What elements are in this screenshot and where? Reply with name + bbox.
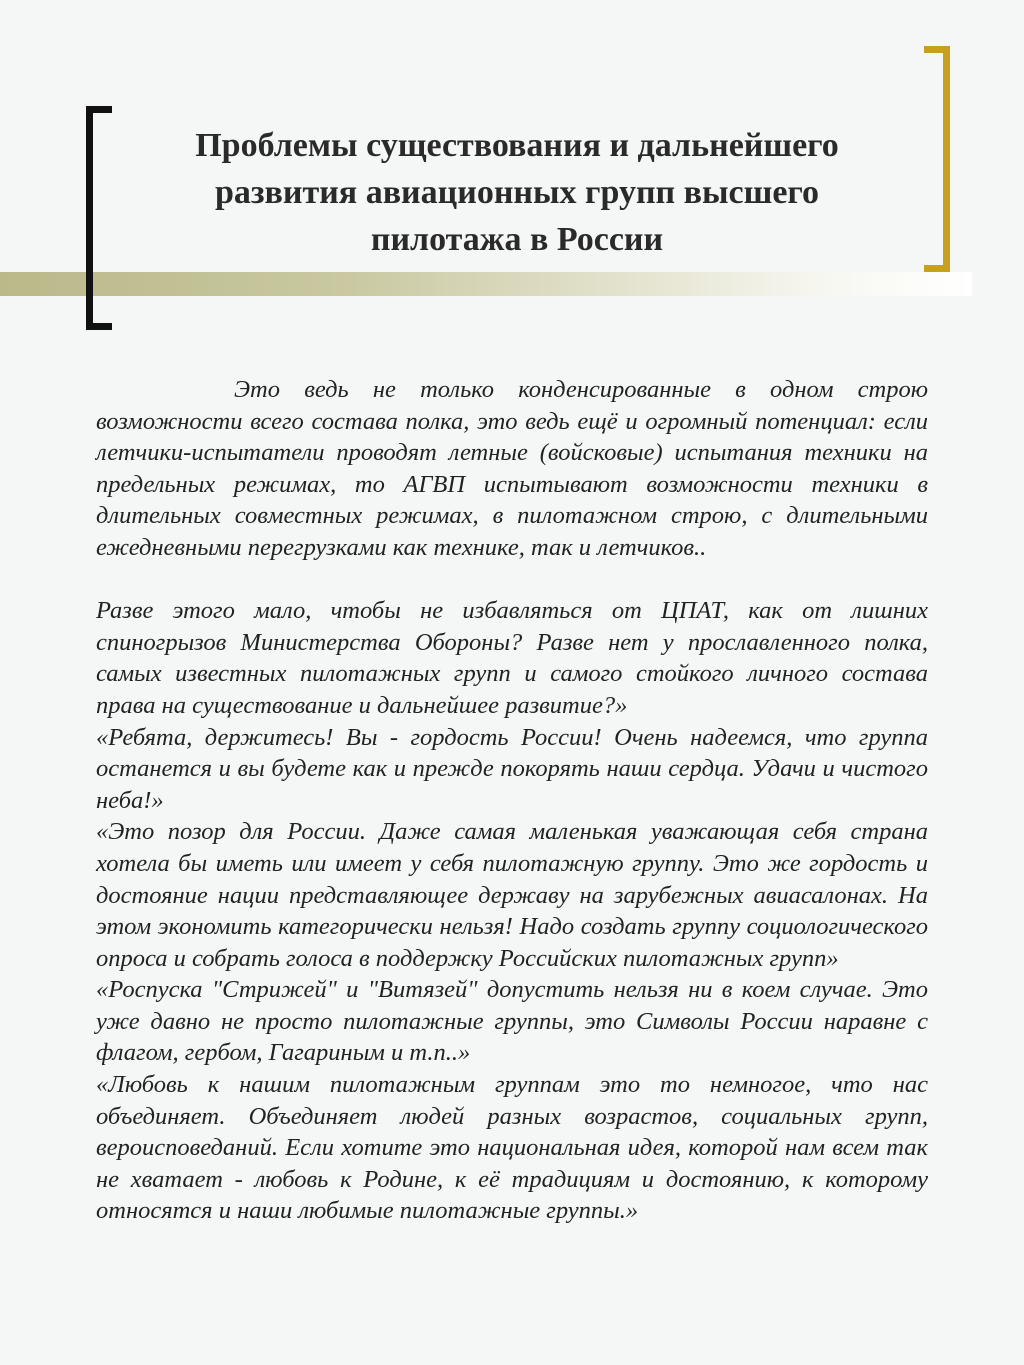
quote-paragraph: «Любовь к нашим пилотажным группам это то немногое, что нас объединяет. Объединяет людей разных возрастов, социальных групп, вероисповеданий. Если хотите это национальная идея, которой нам всем так не хватает - любовь к Родине, к её традициям и достоянию, к которому относятся и наши любимые пилотажные группы.» <box>96 1071 928 1225</box>
left-bracket-decoration <box>86 106 112 330</box>
paragraph: Разве этого мало, чтобы не избавляться от ЦПАТ, как от лишних спиногрызов Министерства Обороны? Разве нет у прославленного полка, самых известных пилотажных групп и самого стойкого личного состава права на существование и дальнейшее развитие?» <box>96 597 928 719</box>
paragraph-spacer <box>96 564 928 596</box>
quote-paragraph: «Это позор для России. Даже самая маленькая уважающая себя страна хотела бы иметь или имеет у себя пилотажную группу. Это же гордость и достояние нации представляющее державу на зарубежных авиасалонах. На этом экономить категорически нельзя! Надо создать группу социологического опроса и собрать голоса в поддержку Российских пилотажных групп» <box>96 818 928 972</box>
page-title: Проблемы существования и дальнейшего развития авиационных групп высшего пилотажа в России <box>195 127 839 258</box>
quote-paragraph: «Ребята, держитесь! Вы - гордость России! Очень надеемся, что группа останется и вы будете как и прежде покорять наши сердца. Удачи и чистого неба!» <box>96 723 928 814</box>
header-accent-band <box>0 272 972 296</box>
paragraph: Это ведь не только конденсированные в одном строю возможности всего состава полка, это ведь ещё и огромный потенциал: если летчики-испытатели проводят летные (войсковые) испытания техники на предельных режимах, то АГВП испытывают возможности техники в длительных совместных режимах, в пилотажном строю, с длительными ежедневными перегрузками как технике, так и летчиков.. <box>96 376 928 561</box>
quote-paragraph: «Роспуска "Стрижей" и "Витязей" допустить нельзя ни в коем случае. Это уже давно не просто пилотажные группы, это Символы России наравне с флагом, гербом, Гагариным и т.п..» <box>96 976 928 1067</box>
right-bracket-decoration <box>924 46 950 272</box>
body-text <box>96 374 928 1227</box>
